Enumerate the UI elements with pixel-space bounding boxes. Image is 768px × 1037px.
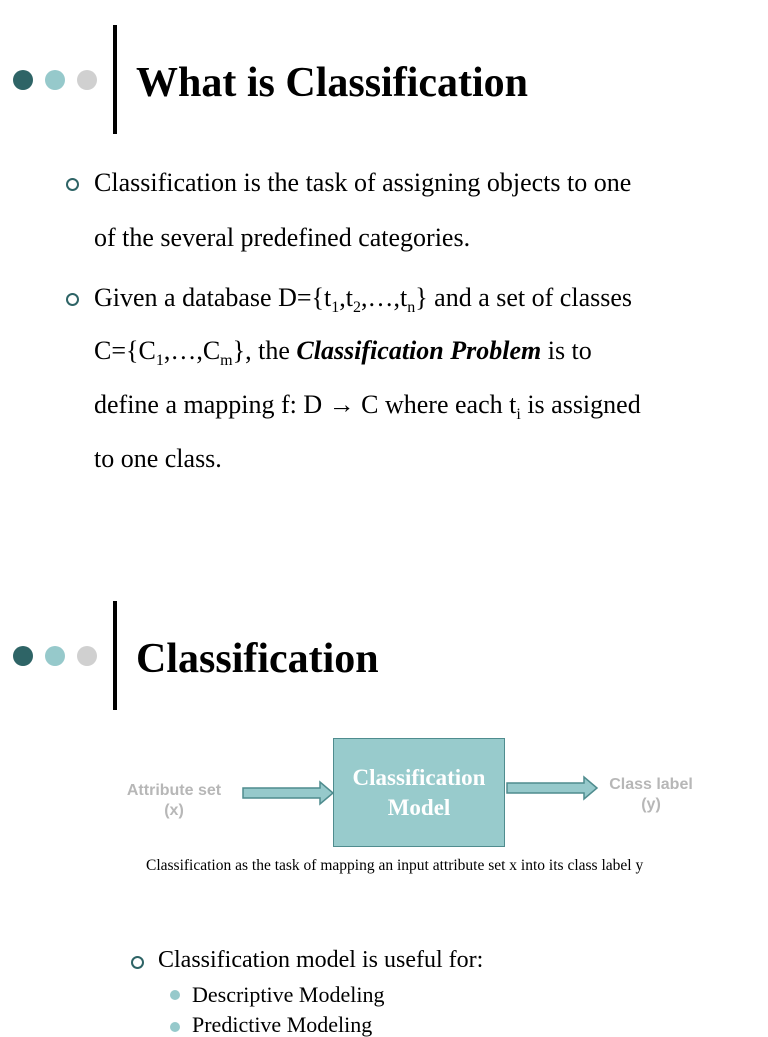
bullet-ring-icon	[66, 293, 79, 306]
input-label: Attribute set (x)	[126, 782, 222, 819]
input-arrow	[240, 780, 336, 806]
decor-dot-light	[45, 646, 65, 666]
decor-dot-dark	[13, 70, 33, 90]
output-label: Class label (y)	[609, 776, 693, 813]
bullet-ring-icon	[66, 178, 79, 191]
diagram-caption: Classification as the task of mapping an input attribute set x into its class label y	[146, 857, 644, 874]
bullet-2-line-3: define a mapping f: D → C where each $t_i$ is assigned	[94, 390, 641, 423]
bullet-ring-icon	[131, 956, 144, 969]
bullet-1-line-1: Classification is the task of assigning objects to one	[94, 168, 632, 197]
decor-dot-gray	[77, 70, 97, 90]
classification-model-box: Classification Model	[333, 738, 505, 847]
bullet-2-line-1: Given a database $D=\{t_1,t_2,\dots,t_n\}$ and a set of classes	[94, 283, 633, 316]
decor-dot-light	[45, 70, 65, 90]
bullet-1-line-2: of the several predefined categories.	[94, 223, 471, 252]
title-divider	[113, 601, 117, 710]
decor-dot-gray	[77, 646, 97, 666]
output-arrow	[504, 775, 600, 801]
slide-title: What is Classification	[136, 60, 529, 106]
sub-item-descriptive: Descriptive Modeling	[192, 982, 385, 1007]
lead-bullet: Classification model is useful for:	[158, 947, 484, 973]
bullet-2-line-2: $C=\{C_1,\dots,C_m\}$, the Classification Problem is to	[94, 336, 592, 369]
sub-item-predictive: Predictive Modeling	[192, 1012, 373, 1037]
sub-bullet-dot-icon	[170, 990, 180, 1000]
bullet-2-line-4: to one class.	[94, 444, 222, 473]
title-divider	[113, 25, 117, 134]
decor-dot-dark	[13, 646, 33, 666]
slide-title: Classification	[136, 636, 379, 682]
